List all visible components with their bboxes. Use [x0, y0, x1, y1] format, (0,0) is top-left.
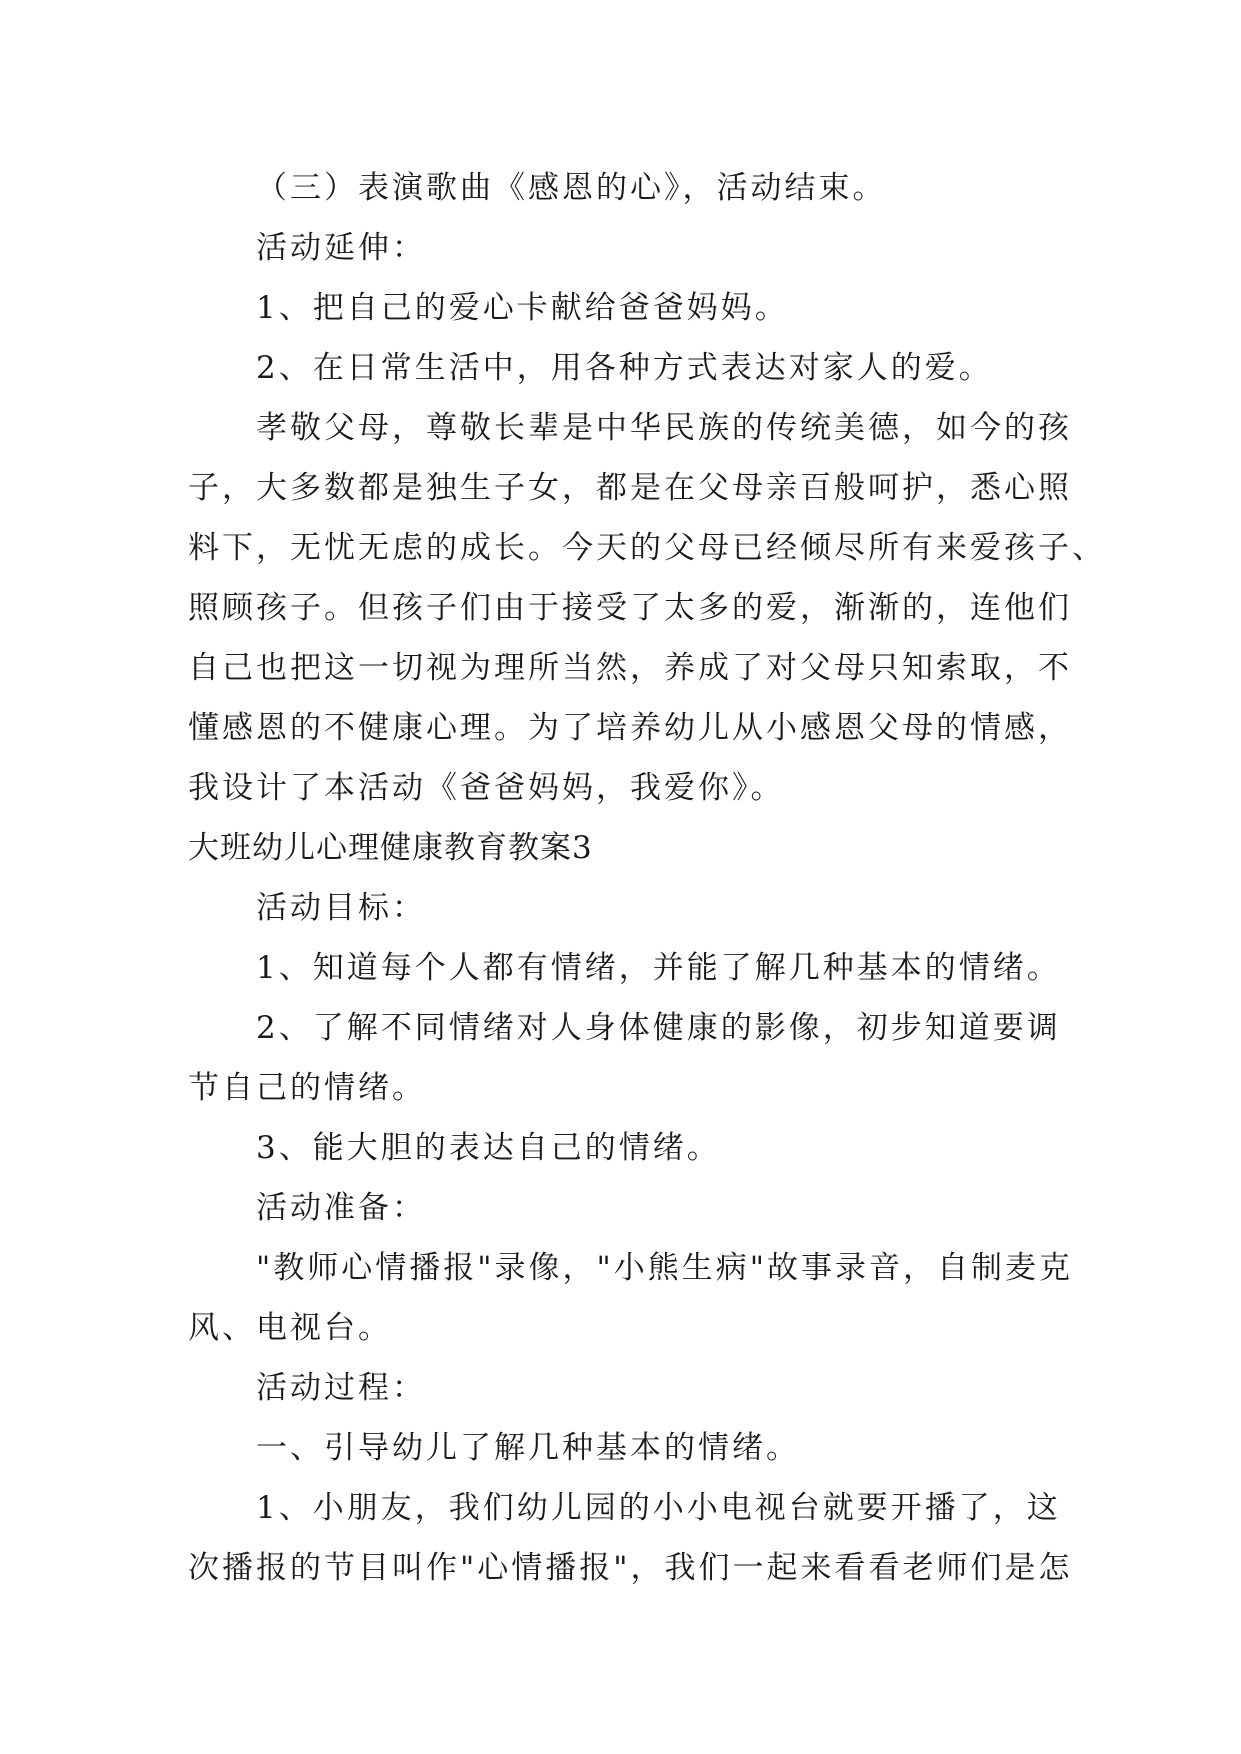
section-label: 活动准备： — [256, 1190, 426, 1226]
paragraph-line: 1、小朋友，我们幼儿园的小小电视台就要开播了，这 — [256, 1490, 1061, 1526]
list-item: 1、把自己的爱心卡献给爸爸妈妈。 — [256, 290, 789, 326]
document-body — [188, 158, 1106, 1598]
paragraph-line: （三）表演歌曲《感恩的心》，活动结束。 — [256, 170, 887, 206]
paragraph-line: 照顾孩子。但孩子们由于接受了太多的爱，渐渐的，连他们 — [188, 590, 1072, 626]
paragraph-line: 子，大多数都是独生子女，都是在父母亲百般呵护，悉心照 — [188, 470, 1072, 506]
paragraph-line: 懂感恩的不健康心理。为了培养幼儿从小感恩父母的情感， — [188, 710, 1072, 746]
list-item: 1、知道每个人都有情绪，并能了解几种基本的情绪。 — [256, 950, 1061, 986]
paragraph-line: 我设计了本活动《爸爸妈妈，我爱你》。 — [188, 770, 785, 806]
section-heading: 大班幼儿心理健康教育教案3 — [188, 830, 593, 866]
paragraph-line: 自己也把这一切视为理所当然，养成了对父母只知索取，不 — [188, 650, 1072, 686]
paragraph-line: 孝敬父母，尊敬长辈是中华民族的传统美德，如今的孩 — [256, 410, 1072, 446]
list-item: 2、在日常生活中，用各种方式表达对家人的爱。 — [256, 350, 993, 386]
paragraph-line: 次播报的节目叫作"心情播报"，我们一起来看看老师们是怎 — [188, 1550, 1073, 1586]
list-item: 3、能大胆的表达自己的情绪。 — [256, 1130, 721, 1166]
list-item: 2、了解不同情绪对人身体健康的影像，初步知道要调 — [256, 1010, 1061, 1046]
section-label: 活动延伸： — [256, 230, 426, 266]
step-heading: 一、引导幼儿了解几种基本的情绪。 — [256, 1430, 800, 1466]
section-label: 活动过程： — [256, 1370, 426, 1406]
paragraph-line: 料下，无忧无虑的成长。今天的父母已经倾尽所有来爱孩子、 — [188, 530, 1106, 566]
paragraph-line: 风、电视台。 — [188, 1310, 392, 1346]
section-label: 活动目标： — [256, 890, 426, 926]
paragraph-line: "教师心情播报"录像，"小熊生病"故事录音，自制麦克 — [256, 1250, 1074, 1286]
list-item-continuation: 节自己的情绪。 — [188, 1070, 426, 1106]
